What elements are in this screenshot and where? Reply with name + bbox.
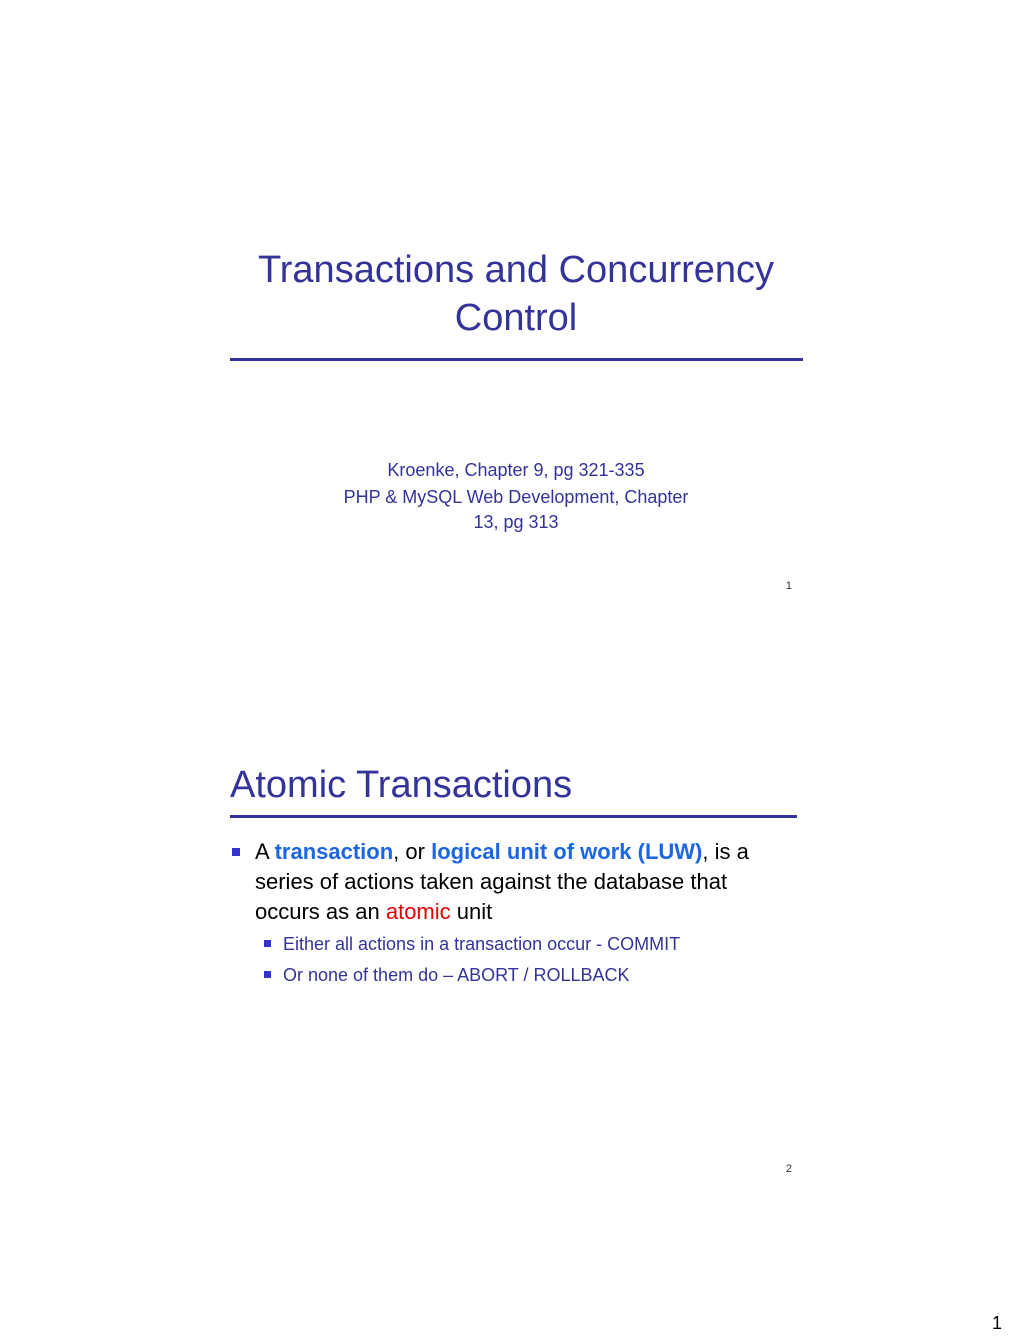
bullet-text	[255, 837, 792, 927]
square-bullet-icon	[264, 940, 271, 947]
subtitle-line-2: PHP & MySQL Web Development, Chapter	[343, 487, 689, 507]
bullet-text-part: unit	[450, 899, 493, 924]
subtitle-line-3: 13, pg 313	[473, 512, 559, 532]
subtitle-line-1: Kroenke, Chapter 9, pg 321-335	[387, 460, 645, 480]
bullet-text-part: , or	[393, 839, 432, 864]
slide-2-title: Atomic Transactions	[230, 764, 573, 806]
bullet-text-part: A	[255, 839, 275, 864]
term-luw: logical unit of work (LUW)	[431, 839, 703, 864]
slide-1-subtitle	[228, 456, 804, 535]
square-bullet-icon	[232, 848, 240, 856]
title-underline	[230, 815, 797, 818]
bullet-text-part: , is a series of actions taken against the database that occurs as an	[255, 839, 749, 924]
term-transaction: transaction	[274, 839, 394, 864]
slide-1-number: 1	[785, 580, 792, 592]
slide-2-number: 2	[785, 1163, 792, 1175]
bullet-item	[232, 837, 792, 927]
slide-2	[228, 755, 804, 1180]
term-atomic: atomic	[385, 899, 451, 924]
slide-1	[228, 230, 804, 600]
sub-bullet-text: Either all actions in a transaction occur - COMMIT	[283, 934, 681, 954]
sub-bullet-text: Or none of them do – ABORT / ROLLBACK	[283, 965, 630, 985]
sub-bullet-item	[264, 960, 794, 990]
square-bullet-icon	[264, 971, 271, 978]
sub-bullet-item	[264, 929, 794, 959]
slide-1-title: Transactions and Concurrency Control	[257, 249, 775, 339]
page-number: 1	[991, 1313, 1002, 1333]
title-underline	[230, 358, 803, 361]
